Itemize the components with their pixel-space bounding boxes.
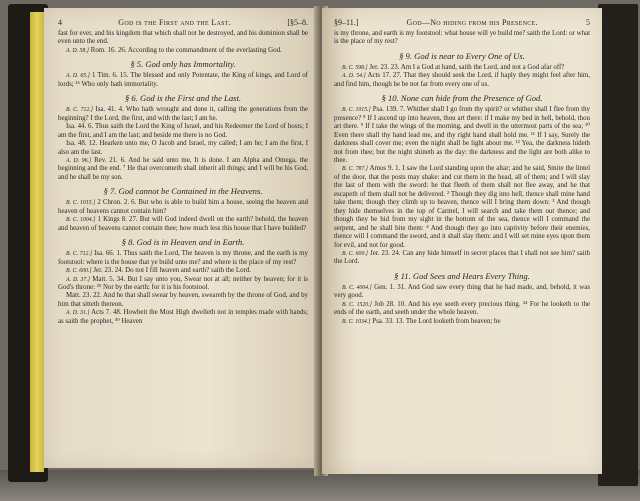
right-page-content xyxy=(334,18,590,468)
date-reference: A. D. 31.] xyxy=(66,310,90,317)
verse-text: Gen. 1. 31. And God saw every thing that he had made, and, behold, it was very good. xyxy=(334,283,590,300)
date-reference: B. C. 1004.] xyxy=(66,217,96,224)
verse-paragraph xyxy=(58,309,308,326)
verse-paragraph xyxy=(58,216,308,233)
verse-paragraph xyxy=(58,140,308,157)
right-text-body xyxy=(334,30,590,326)
verse-paragraph xyxy=(58,199,308,216)
verse-text: Rev. 21. 6. And he said unto me, It is done. I am Alpha and Omega, the beginning and the end. ⁷ He that overcometh shall inherit all things; and I will be his God, and he shall be my son. xyxy=(58,156,308,181)
verse-paragraph xyxy=(334,301,590,318)
date-reference: A. D. 96.] xyxy=(66,157,92,164)
verse-text: Isa. 41. 4. Who hath wrought and done it, calling the generations from the beginning? I the Lord, the first, and with the last; I am he. xyxy=(58,106,308,122)
left-text-body xyxy=(58,30,308,326)
date-reference: A. D. 65.] xyxy=(66,73,90,80)
verse-paragraph xyxy=(334,72,590,89)
date-reference: B. C. 1015.] xyxy=(342,107,371,114)
date-reference: B. C. 598.] xyxy=(342,64,368,71)
right-page xyxy=(322,8,602,474)
verse-paragraph xyxy=(58,106,308,123)
section-heading: § 5. God only has Immortality. xyxy=(130,59,236,70)
date-reference: A. D. 54.] xyxy=(342,73,366,80)
verse-text: 1 Tim. 6. 15. The blessed and only Potentate, the King of kings, and Lord of lords; ¹⁶ Who only hath immortality. xyxy=(58,72,308,88)
verse-text: Jer. 23. 24. Can any hide himself in secret places that I shall not see him? saith the Lord. xyxy=(334,249,590,266)
running-head-title: God is the First and the Last. xyxy=(118,18,232,27)
date-reference: B. C. 600.] xyxy=(66,268,92,275)
left-page-content xyxy=(58,18,308,462)
verse-text: Matt. 23. 22. And he that shall swear by heaven, sweareth by the throne of God, and by him that sitteth thereon. xyxy=(58,292,308,308)
date-reference: A. D. 58.] xyxy=(66,47,90,54)
verse-text: Acts 7. 48. Howbeit the Most High dwelleth not in temples made with hands; as saith the prophet, ⁴⁹ Heaven xyxy=(58,309,308,325)
verse-text: fast for ever, and his kingdom that which shall not be destroyed, and his dominion shall be even unto the end. xyxy=(58,30,308,46)
verse-text: Isa. 66. 1. Thus saith the Lord, The heaven is my throne, and the earth is my footstool: where is the house that ye build unto me? and where is the place of my rest? xyxy=(58,250,308,266)
date-reference: B. C. 712.] xyxy=(66,107,93,114)
section-heading: § 7. God cannot be Contained in the Heavens. xyxy=(103,186,263,197)
page-edges xyxy=(30,12,44,472)
verse-paragraph xyxy=(58,292,308,309)
verse-text: Amos 9. 1. I saw the Lord standing upon the altar; and he said, Smite the lintel of the door, that the posts may shake: and cut them in the head, all of them; and I will slay the last of them with the sword: he that fleeth of them shall not flee away, and he that escapeth of them shall not be delivered. ² Though they dig into hell, thence shall mine hand take them; though they climb up to heaven, thence will I bring them down: ³ And though they hide themselves in the top of Carmel, I will search and take them out thence; and though they be hid from my sight in the bottom of the sea, thence will I command the serpent, and he shall bite them: ⁴ And though they go into captivity before their enemies, thence will I command the sword, and it shall slay them: and I will set mine eyes upon them for evil, and not for good. xyxy=(334,165,590,249)
page-number: 4 xyxy=(58,18,62,27)
section-heading: § 9. God is near to Every One of Us. xyxy=(399,50,525,61)
verse-text: Psa. 33. 13. The Lord looketh from heaven; he xyxy=(372,317,501,325)
verse-text: Jer. 23. 24. Do not I fill heaven and earth? saith the Lord. xyxy=(93,267,252,275)
verse-paragraph xyxy=(334,165,590,250)
verse-text: Rom. 16. 26. According to the commandment of the everlasting God. xyxy=(90,46,282,54)
page-number: 5 xyxy=(586,18,590,27)
verse-paragraph xyxy=(334,284,590,301)
section-range: §9–11.] xyxy=(334,18,359,27)
verse-paragraph xyxy=(334,106,590,165)
verse-text: Job 28. 10. And his eye seeth every precious thing. ²⁴ For he looketh to the ends of the earth, and seeth under the whole heaven. xyxy=(334,300,590,317)
verse-paragraph xyxy=(334,64,590,72)
running-head-title: God—No hiding from his Presence. xyxy=(406,18,538,27)
verse-paragraph xyxy=(334,30,590,47)
section-heading: § 6. God is the First and the Last. xyxy=(124,93,242,104)
section-heading: § 11. God Sees and Hears Every Thing. xyxy=(394,270,530,281)
verse-text: Jer. 23. 23. Am I a God at hand, saith the Lord, and not a God afar off? xyxy=(369,63,565,71)
date-reference: B. C. 712.] xyxy=(66,251,93,258)
date-reference: B. C. 787.] xyxy=(342,166,369,173)
verse-paragraph xyxy=(58,123,308,140)
verse-paragraph xyxy=(58,30,308,47)
date-reference: B. C. 1015.] xyxy=(66,200,96,207)
verse-paragraph xyxy=(58,157,308,182)
verse-text: 2 Chron. 2. 6. But who is able to build him a house, seeing the heaven and heaven of heavens cannot contain him? xyxy=(58,199,308,215)
section-heading: § 8. God is in Heaven and in Earth. xyxy=(121,237,245,248)
verse-text: is my throne, and earth is my footstool: what house will ye build me? saith the Lord: or what is the place of my rest? xyxy=(334,30,590,46)
verse-paragraph xyxy=(58,276,308,293)
verse-text: Acts 17. 27. That they should seek the Lord, if haply they might feel after him, and find him, though he be not far from every one of us. xyxy=(334,72,590,88)
verse-text: Isa. 48. 12. Hearken unto me, O Jacob and Israel, my called; I am he; I am the first, I also am the last. xyxy=(58,140,308,156)
date-reference: A. D. 37.] xyxy=(66,276,91,283)
section-heading: § 10. None can hide from the Presence of God. xyxy=(381,93,543,104)
verse-text: Isa. 44. 6. Thus saith the Lord the King of Israel, and his Redeemer the Lord of hosts; I am the first, and I am the last; and beside me there is no God. xyxy=(58,123,308,139)
verse-text: Matt. 5. 34. But I say unto you, Swear not at all; neither by heaven; for it is God's throne: ³⁵ Nor by the earth; for it is his footstool. xyxy=(58,275,308,291)
date-reference: B. C. 4004.] xyxy=(342,284,372,291)
left-page xyxy=(44,8,318,468)
verse-paragraph xyxy=(334,250,590,267)
left-running-head xyxy=(58,18,308,27)
book-cover-right xyxy=(598,4,638,486)
verse-paragraph xyxy=(58,47,308,55)
verse-text: Psa. 139. 7. Whither shall I go from thy spirit? or whither shall I flee from thy presence? ⁸ If I ascend up into heaven, thou art there: if I make my bed in hell, behold, thou art there. ⁹ If I take the wings of the morning, and dwell in the uttermost parts of the sea; ¹⁰ Even there shall thy hand lead me, and thy right hand shall hold me. ¹¹ If I say, Surely the darkness shall cover me; even the night shall be light about me. ¹² Yea, the darkness hideth not from thee; but the night shineth as the day: the darkness and the light are both alike to thee. xyxy=(334,106,590,164)
verse-paragraph xyxy=(58,267,308,275)
date-reference: B. C. 1520.] xyxy=(342,301,372,308)
verse-text: 1 Kings 8. 27. But will God indeed dwell on the earth? behold, the heaven and heaven of heavens cannot contain thee; how much less this house that I have builded? xyxy=(58,216,308,232)
verse-paragraph xyxy=(58,72,308,89)
date-reference: B. C. 1034.] xyxy=(342,318,371,325)
date-reference: B. C. 600.] xyxy=(342,250,369,257)
verse-paragraph xyxy=(58,250,308,267)
right-running-head xyxy=(334,18,590,27)
section-range: [§5–8. xyxy=(287,18,308,27)
verse-paragraph xyxy=(334,318,590,326)
